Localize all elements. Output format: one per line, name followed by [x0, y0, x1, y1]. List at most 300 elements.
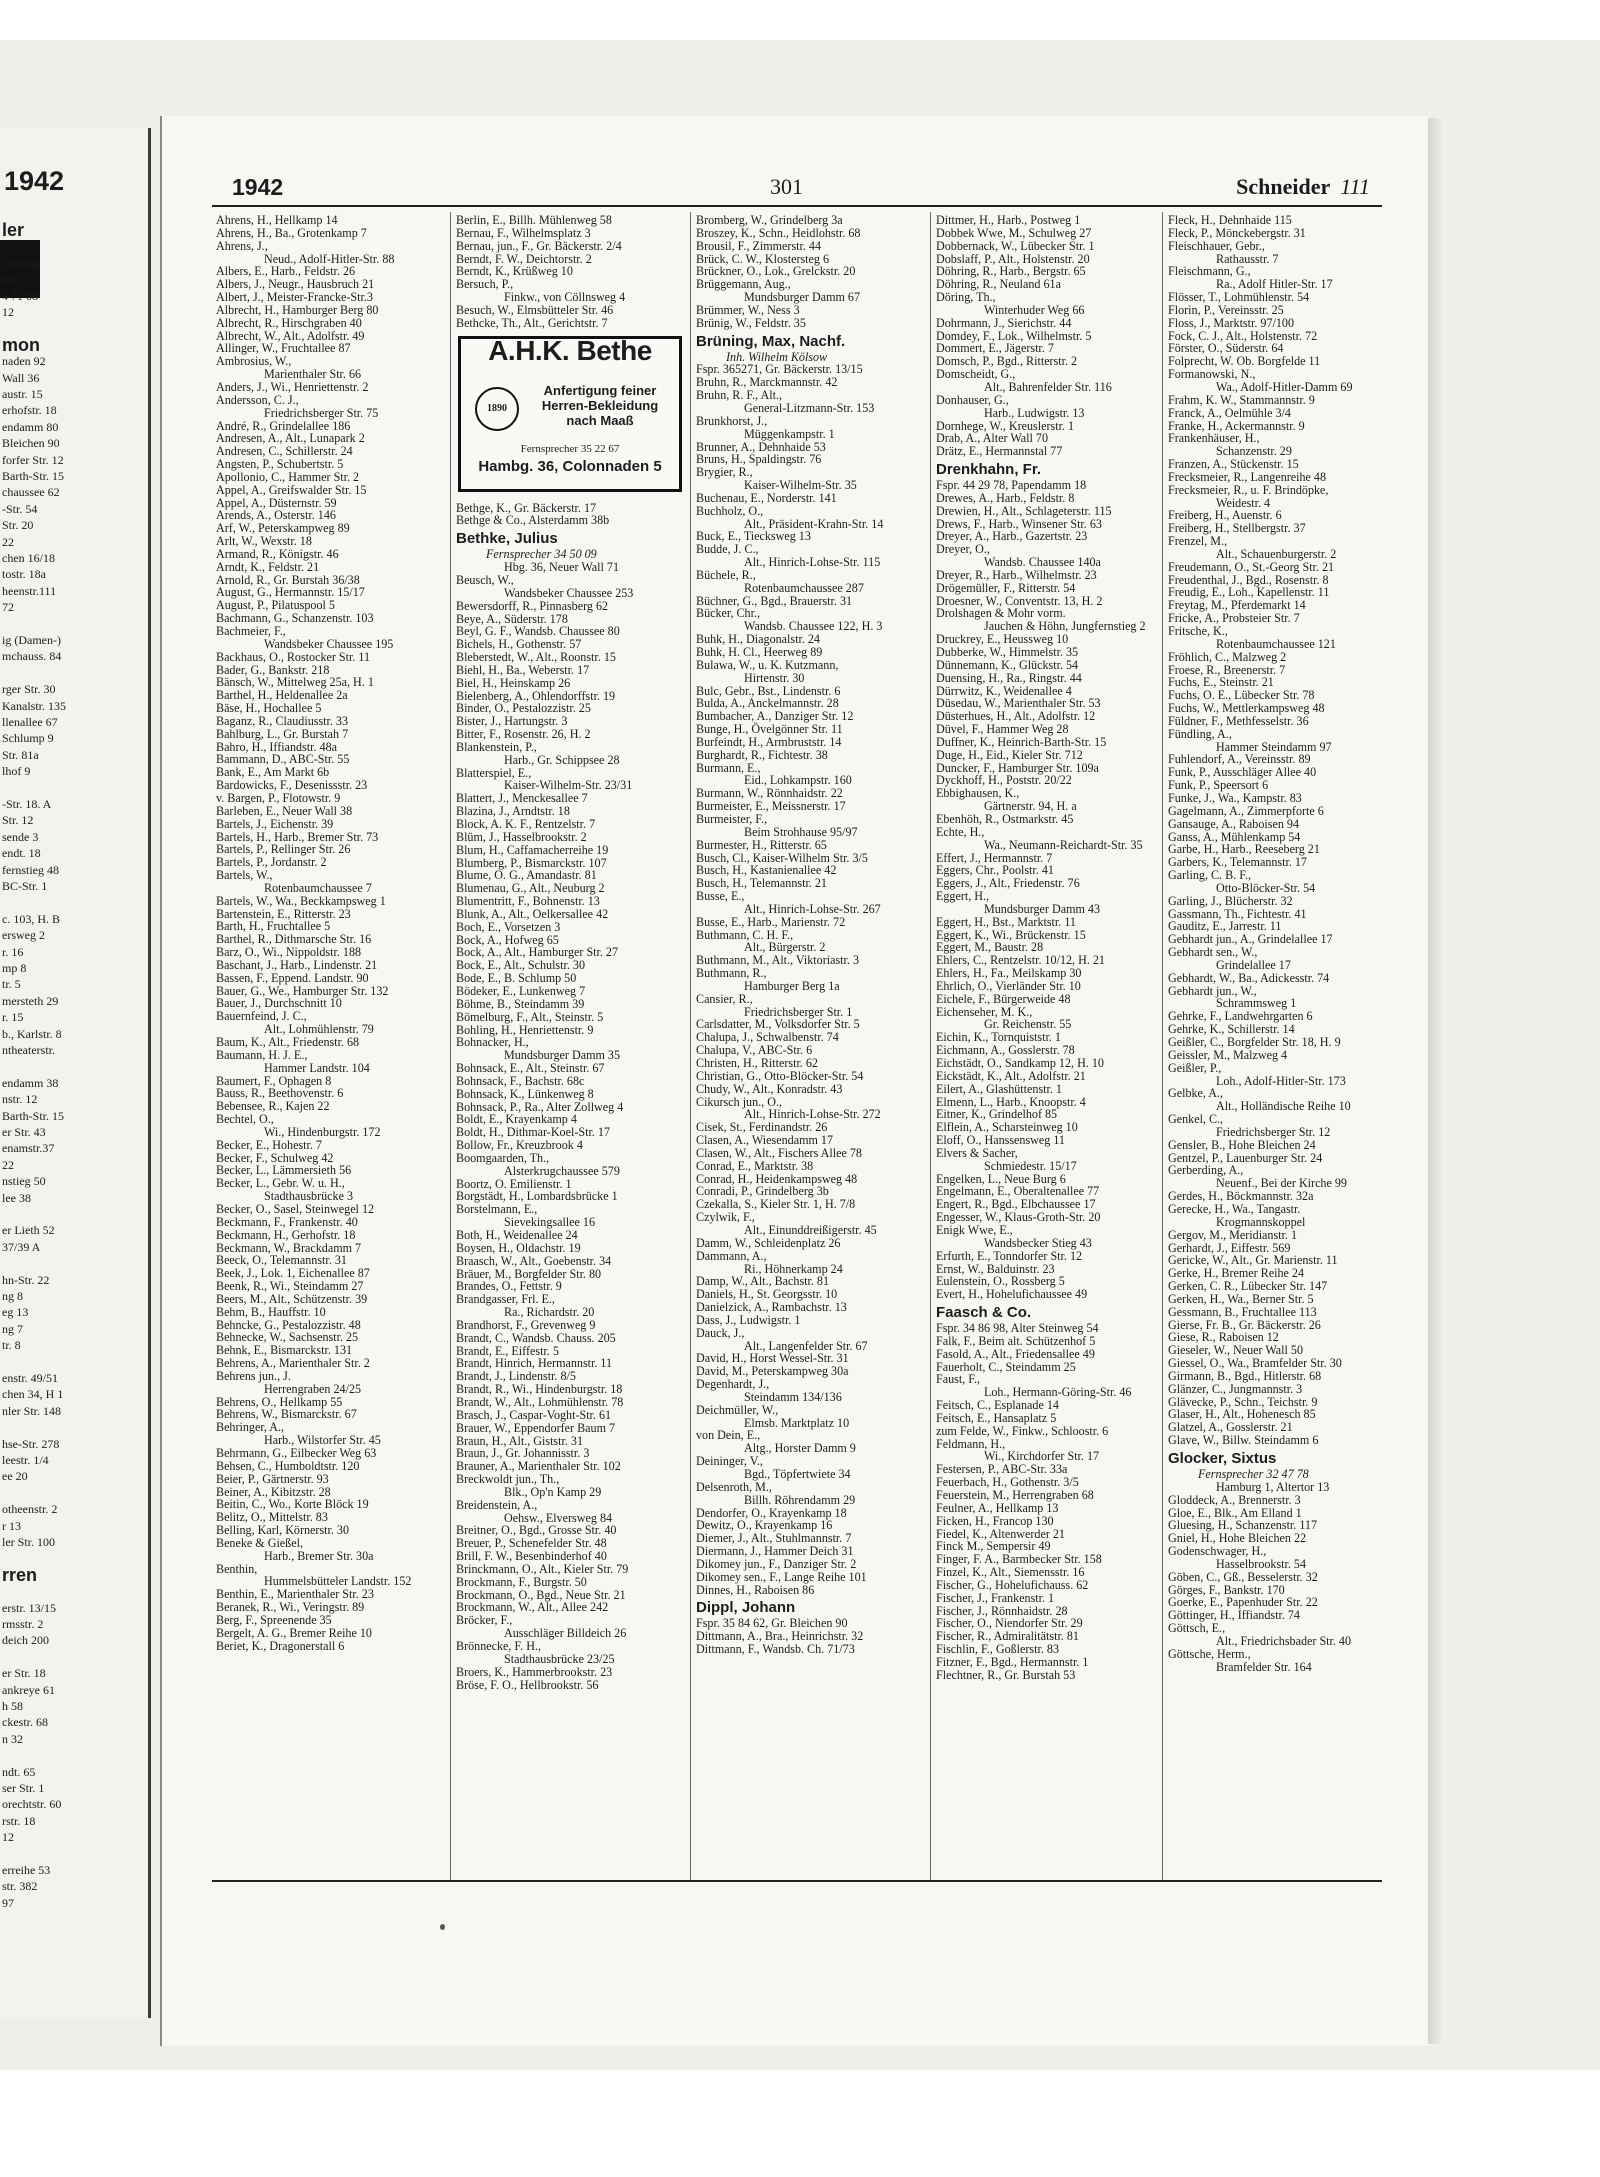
directory-entry: Borgstädt, H., Lombardsbrücke 1: [456, 1189, 618, 1204]
directory-entry: Braun, H., Alt., Giststr. 31: [456, 1433, 583, 1448]
directory-entry: Döhring, R., Neuland 61a: [936, 277, 1061, 292]
directory-entry: Funk, P., Ausschläger Allee 40: [1168, 765, 1317, 780]
directory-entry: Gassmann, Th., Fichtestr. 41: [1168, 906, 1307, 921]
directory-entry: Beenk, R., Wi., Steindamm 27: [216, 1279, 364, 1294]
directory-entry: Beier, P., Gärtnerstr. 93: [216, 1471, 329, 1486]
directory-entry: Bulawa, W., u. K. Kutzmann,: [696, 657, 839, 672]
directory-entry: Clasen, A., Wiesendamm 17: [696, 1133, 834, 1148]
directory-entry: Deininger, V.,: [696, 1454, 763, 1469]
directory-entry: Boch, E., Vorsetzen 3: [456, 919, 561, 934]
directory-entry: Dobslaff, P., Alt., Holstenstr. 20: [936, 251, 1090, 266]
directory-entry: Florin, P., Vereinsstr. 25: [1168, 302, 1284, 317]
facing-page-line: enamstr.37: [2, 1141, 55, 1156]
directory-entry: Boomgaarden, Th.,: [456, 1150, 550, 1165]
directory-entry: Friedrichsberger Str. 12: [1216, 1124, 1331, 1139]
ad-address: Hambg. 36, Colonnaden 5: [478, 457, 662, 475]
directory-entry: Göttsch, E.,: [1168, 1621, 1226, 1636]
directory-entry: Büchele, R.,: [696, 567, 756, 582]
column-divider: [450, 212, 451, 1880]
directory-entry: Armand, R., Königstr. 46: [216, 546, 339, 561]
directory-entry: Wi., Kirchdorfer Str. 17: [984, 1449, 1100, 1464]
directory-entry: Drewes, A., Harb., Feldstr. 8: [936, 490, 1075, 505]
directory-entry: Fuchs, O. E., Lübecker Str. 78: [1168, 688, 1315, 703]
directory-entry: Beek, J., Lok. 1, Eichenallee 87: [216, 1266, 370, 1281]
directory-entry: Folprecht, W. Ob. Borgfelde 11: [1168, 354, 1321, 369]
section-number: 111: [1340, 174, 1370, 199]
facing-page-line: mersteth 29: [2, 993, 59, 1008]
directory-entry: Bartels, P., Rellinger Str. 26: [216, 842, 351, 857]
bethe-advertisement: [458, 336, 682, 492]
directory-entry: Bumbacher, A., Danziger Str. 12: [696, 709, 854, 724]
directory-entry: Geißler, P.,: [1168, 1060, 1222, 1075]
facing-page-line: Barth-Str. 15: [2, 469, 64, 483]
directory-entry: Bauss, R., Beethovenstr. 6: [216, 1086, 344, 1101]
directory-entry: Falk, F., Beim alt. Schützenhof 5: [936, 1333, 1096, 1348]
directory-entry: Barleben, E., Neuer Wall 38: [216, 803, 353, 818]
directory-entry: Belling, Karl, Körnerstr. 30: [216, 1523, 350, 1538]
directory-entry: Burmeister, F.,: [696, 811, 768, 826]
directory-entry: Döhring, R., Harb., Bergstr. 65: [936, 264, 1086, 279]
directory-entry: Freytag, M., Pferdemarkt 14: [1168, 598, 1306, 613]
directory-entry: von Dein, E.,: [696, 1428, 761, 1443]
directory-entry: Göttsche, Herm.,: [1168, 1646, 1251, 1661]
directory-entry: Cansier, R.,: [696, 991, 753, 1006]
directory-entry: Brill, F. W., Besenbinderhof 40: [456, 1549, 607, 1564]
facing-page-line: otheenstr. 2: [2, 1502, 58, 1517]
directory-entry: Busse, E.,: [696, 889, 745, 904]
directory-entry: Harb., Wilstorfer Str. 45: [264, 1433, 381, 1448]
directory-entry: Ahrens, H., Hellkamp 14: [216, 214, 338, 227]
directory-entry: Conradi, P., Grindelberg 3b: [696, 1184, 829, 1199]
directory-entry: Flechtner, R., Gr. Burstah 53: [936, 1667, 1076, 1682]
facing-page-line: mp 8: [2, 961, 27, 975]
directory-entry: Behrens, O., Hellkamp 55: [216, 1394, 343, 1409]
directory-entry: Blazina, J., Arndtstr. 18: [456, 804, 570, 819]
directory-entry: Gerke, H., Bremer Reihe 24: [1168, 1266, 1305, 1281]
facing-page-line: forfer Str. 12: [2, 452, 64, 467]
directory-entry: Bruhn, R. F., Alt.,: [696, 388, 783, 403]
facing-page-line: leestr. 1/4: [2, 1453, 49, 1467]
directory-entry: Friedrichsberger Str. 1: [744, 1004, 853, 1019]
directory-entry: Wa., Adolf-Hitler-Damm 69: [1216, 379, 1353, 394]
facing-page-line: chaussee 62: [2, 485, 60, 500]
directory-entry: Gericke, W., Alt., Gr. Marienstr. 11: [1168, 1253, 1338, 1268]
directory-entry: Becker, O., Sasel, Steinwegel 12: [216, 1201, 375, 1216]
facing-page-line: endamm 80: [2, 419, 59, 434]
directory-entry: Bachmeier, F.,: [216, 624, 286, 638]
directory-entry: Oehsw., Elversweg 84: [504, 1510, 613, 1525]
directory-entry: Bartels, W.,: [216, 868, 273, 883]
facing-page-line: austr. 15: [2, 387, 43, 401]
directory-entry: Christen, H., Ritterstr. 62: [696, 1056, 818, 1070]
directory-entry: Elmenn, L., Harb., Knoopstr. 4: [936, 1094, 1086, 1109]
directory-entry: Dittmer, H., Harb., Postweg 1: [936, 214, 1081, 227]
directory-entry: Feitsch, E., Hansaplatz 5: [936, 1410, 1057, 1425]
directory-entry: Freiberg, H., Stellbergstr. 37: [1168, 521, 1306, 536]
directory-entry: Droesner, W., Conventstr. 13, H. 2: [936, 593, 1103, 608]
directory-entry: Godenschwager, H.,: [1168, 1544, 1267, 1559]
directory-entry: Ebbighausen, K.,: [936, 786, 1020, 801]
directory-entry: Brockmann, F., Burgstr. 50: [456, 1574, 587, 1589]
directory-entry: Gauditz, E., Jarrestr. 11: [1168, 919, 1282, 934]
directory-entry: Blankenstein, P.,: [456, 739, 537, 754]
directory-entry: Alt., Holländische Reihe 10: [1216, 1099, 1351, 1114]
directory-entry: Brandt, Hinrich, Hermannstr. 11: [456, 1356, 613, 1371]
directory-entry: Gansauge, A., Raboisen 94: [1168, 816, 1299, 831]
facing-page-line: tr. 5: [2, 977, 21, 992]
facing-page-line: ersweg 2: [2, 928, 45, 943]
directory-entry: Ri., Höhnerkamp 24: [744, 1261, 843, 1276]
directory-entry: Bauer, G., We., Hamburger Str. 132: [216, 983, 389, 998]
directory-entry: Eggers, Chr., Poolstr. 41: [936, 863, 1054, 878]
facing-page-line: -Innung: [2, 255, 40, 270]
directory-entry: Angsten, P., Schubertstr. 5: [216, 457, 344, 472]
directory-entry: Feuerstein, M., Herrengraben 68: [936, 1488, 1094, 1502]
directory-entry: Giessel, O., Wa., Bramfelder Str. 30: [1168, 1356, 1342, 1371]
directory-entry: Feldmann, H.,: [936, 1436, 1006, 1451]
directory-entry: Bank, E., Am Markt 6b: [216, 765, 330, 780]
directory-entry: Degenhardt, J.,: [696, 1377, 770, 1392]
directory-entry: Blunk, A., Alt., Oelkersallee 42: [456, 906, 609, 921]
facing-page-line: Schlump 9: [2, 731, 54, 746]
directory-entry: Kaiser-Wilhelm-Str. 35: [744, 478, 857, 493]
directory-entry: Bgd., Töpfertwiete 34: [744, 1467, 851, 1481]
directory-entry: Duffner, K., Heinrich-Barth-Str. 15: [936, 734, 1107, 749]
directory-entry: Dohrmann, J., Sierichstr. 44: [936, 315, 1072, 330]
directory-entry: Gagelmann, A., Zimmerpforte 6: [1168, 803, 1324, 818]
directory-entry: Damp, W., Alt., Bachstr. 81: [696, 1274, 830, 1289]
directory-entry: Alt., Langenfelder Str. 67: [744, 1338, 868, 1353]
directory-entry: Rotenbaumchaussee 7: [264, 880, 372, 895]
directory-entry: Anders, J., Wi., Henriettenstr. 2: [216, 379, 369, 394]
directory-entry: Elmsb. Marktplatz 10: [744, 1415, 850, 1430]
directory-entry: Baumann, H. J. E.,: [216, 1047, 308, 1062]
facing-page-line: er Str. 18: [2, 1666, 46, 1681]
directory-entry: Brasch, J., Caspar-Voght-Str. 61: [456, 1407, 612, 1422]
directory-entry: Formanowski, N.,: [1168, 367, 1256, 382]
directory-entry: Dornhege, W., Kreuslerstr. 1: [936, 418, 1075, 433]
directory-entry: Biehl, H., Ba., Weberstr. 17: [456, 662, 590, 677]
directory-entry: Broszey, K., Schn., Heidlohstr. 68: [696, 225, 861, 240]
directory-entry: Brandt, W., Alt., Lohmühlenstr. 78: [456, 1394, 624, 1409]
directory-firm-heading: Dippl, Johann: [696, 1599, 796, 1617]
directory-entry: Mundsburger Damm 67: [744, 290, 861, 305]
directory-entry: Dommert, E., Jägerstr. 7: [936, 341, 1054, 356]
directory-entry: Dendorfer, O., Krayenkamp 18: [696, 1505, 847, 1520]
directory-entry: Ehlers, C., Rentzelstr. 10/12, H. 21: [936, 953, 1105, 968]
directory-entry: Eulenstein, O., Rossberg 5: [936, 1274, 1065, 1289]
directory-entry: Borstelmann, E.,: [456, 1202, 538, 1217]
directory-entry: Bunge, H., Övelgönner Str. 11: [696, 722, 843, 737]
directory-entry: Marienthaler Str. 66: [264, 367, 362, 382]
directory-entry: Wandsb. Chaussee 122, H. 3: [744, 619, 883, 634]
directory-entry: Barthel, H., Heldenallee 2a: [216, 688, 348, 703]
directory-entry: Rotenbaumchaussee 287: [744, 580, 864, 595]
directory-entry: Gärtnerstr. 94, H. a: [984, 799, 1077, 814]
directory-entry: Erfurth, E., Tonndorfer Str. 12: [936, 1248, 1083, 1263]
directory-entry: Franzen, A., Stückenstr. 15: [1168, 457, 1299, 472]
directory-entry: Bethge & Co., Alsterdamm 38b: [456, 513, 610, 528]
facing-page-line: 4 71 08: [2, 288, 38, 303]
directory-entry: Beneke & Gießel,: [216, 1535, 303, 1550]
directory-entry: Brümmer, W., Ness 3: [696, 302, 800, 317]
directory-entry: Fischer, J., Rönnhaidstr. 28: [936, 1603, 1068, 1618]
directory-entry: Cisek, St., Ferdinandstr. 26: [696, 1120, 828, 1135]
directory-entry: Blumenau, G., Alt., Neuburg 2: [456, 881, 605, 896]
directory-entry: Albrecht, H., Hamburger Berg 80: [216, 302, 379, 317]
facing-page-line: eg 13: [2, 1305, 29, 1320]
directory-entry: Ficken, H., Francop 130: [936, 1513, 1054, 1528]
directory-entry: Engelmann, E., Oberaltenallee 77: [936, 1184, 1100, 1199]
directory-entry: Ra., Richardstr. 20: [504, 1305, 595, 1320]
directory-entry: Gr. Reichenstr. 55: [984, 1017, 1072, 1032]
directory-entry: Frecksmeier, R., Langenreihe 48: [1168, 469, 1327, 484]
directory-entry: Brück, C. W., Klostersteg 6: [696, 251, 830, 266]
ad-company-name: A.H.K. Bethe: [488, 334, 652, 366]
directory-entry: Hummelsbütteler Landstr. 152: [264, 1574, 412, 1589]
directory-entry: Arf, W., Peterskampweg 89: [216, 521, 350, 536]
directory-entry: Gerhardt, J., Eiffestr. 569: [1168, 1240, 1291, 1255]
directory-entry: Buthmann, M., Alt., Viktoriastr. 3: [696, 953, 859, 968]
directory-entry: Hamburger Berg 1a: [744, 978, 840, 993]
facing-page-line: -Str. 54: [2, 501, 38, 516]
ad-description: [527, 383, 673, 428]
facing-page-line: heenstr.111: [2, 583, 57, 598]
directory-entry: Bruns, H., Spaldingstr. 76: [696, 452, 822, 467]
directory-entry: Düsterhues, H., Alt., Adolfstr. 12: [936, 709, 1096, 724]
facing-page-line: -Str. 18. A: [2, 797, 52, 811]
directory-entry: Budde, J. C.,: [696, 542, 759, 557]
directory-entry: Fleischhauer, Gebr.,: [1168, 238, 1265, 253]
directory-entry: Bauer, J., Durchschnitt 10: [216, 996, 342, 1011]
directory-entry: Garbers, K., Telemannstr. 17: [1168, 855, 1307, 870]
directory-entry: Blumberg, P., Bismarckstr. 107: [456, 855, 607, 870]
directory-entry: Eichele, F., Bürgerweide 48: [936, 991, 1071, 1006]
directory-entry: Festersen, P., ABC-Str. 33a: [936, 1462, 1068, 1477]
directory-entry: v. Bargen, P., Flotowstr. 9: [216, 790, 341, 805]
directory-entry: Chudy, W., Alt., Konradstr. 43: [696, 1081, 843, 1096]
directory-entry: Brauner, A., Marienthaler Str. 102: [456, 1459, 621, 1474]
ad-phone: Fernsprecher 35 22 67: [520, 442, 620, 455]
directory-entry: zum Felde, W., Finkw., Schloostr. 6: [936, 1423, 1109, 1438]
facing-page-line: ckestr. 68: [2, 1715, 48, 1730]
directory-entry: Bassen, F., Eppend. Landstr. 90: [216, 970, 369, 985]
directory-entry: Broers, K., Hammerbrookstr. 23: [456, 1664, 613, 1679]
facing-page-line: Str. 81a: [2, 747, 39, 762]
column-4: [936, 214, 1164, 1878]
directory-entry: Bohnsack, E., Alt., Steinstr. 67: [456, 1061, 605, 1076]
facing-page-line: endamm 38: [2, 1075, 59, 1090]
directory-entry: Eichmann, A., Gosslerstr. 78: [936, 1043, 1075, 1058]
directory-entry: Braun, J., Gr. Johannisstr. 3: [456, 1446, 590, 1461]
column-2: [456, 214, 684, 1878]
directory-entry: David, H., Horst Wessel-Str. 31: [696, 1351, 849, 1366]
directory-entry: Fritsche, K.,: [1168, 624, 1228, 638]
facing-page-line: rger Str. 30: [2, 682, 56, 697]
directory-entry: Fiedel, K., Altenwerder 21: [936, 1526, 1065, 1541]
directory-entry: Becker, L., Gebr. W. u. H.,: [216, 1176, 345, 1191]
directory-entry: Wandsb. Chaussee 140a: [984, 555, 1101, 570]
facing-page-line: 12: [2, 1830, 14, 1845]
directory-entry: Bohling, H., Henriettenstr. 9: [456, 1022, 594, 1037]
directory-entry: Beranek, R., Wi., Veringstr. 89: [216, 1600, 365, 1615]
directory-entry: Herrengraben 24/25: [264, 1381, 362, 1396]
directory-entry: Becker, L., Lämmersieth 56: [216, 1163, 352, 1178]
directory-entry: Bichels, H., Gothenstr. 57: [456, 637, 582, 652]
directory-entry: Wandsbeker Chaussee 253: [504, 585, 634, 600]
facing-page-line: c. 103, H. B: [2, 911, 60, 926]
directory-page: [160, 116, 1430, 2046]
directory-entry: Engesser, W., Klaus-Groth-Str. 20: [936, 1210, 1101, 1225]
directory-entry: Dreyer, R., Harb., Wilhelmstr. 23: [936, 567, 1097, 582]
page-number: 301: [770, 174, 803, 199]
directory-entry: Bachmann, G., Schanzenstr. 103: [216, 611, 374, 626]
directory-entry: Beers, M., Alt., Schützenstr. 39: [216, 1291, 368, 1306]
directory-entry: Wandsbeker Chaussee 195: [264, 636, 394, 651]
facing-page-line: nstr. 12: [2, 1092, 38, 1107]
directory-entry: Göben, C., Gß., Besselerstr. 32: [1168, 1569, 1318, 1584]
directory-entry: Billh. Röhrendamm 29: [744, 1492, 856, 1507]
directory-entry: Bahro, H., Iffiandstr. 48a: [216, 739, 338, 754]
ad-line-3: nach Maaß: [566, 412, 634, 428]
directory-entry: Gebhardt, W., Ba., Adickesstr. 74: [1168, 970, 1330, 985]
directory-entry: Biel, H., Heinskamp 26: [456, 675, 571, 690]
directory-entry: Dreyer, A., Harb., Gazertstr. 23: [936, 529, 1088, 544]
directory-entry: Deichmüller, W.,: [696, 1402, 779, 1417]
directory-entry: Bröcker, F.,: [456, 1613, 513, 1628]
directory-entry: Baschant, J., Harb., Lindenstr. 21: [216, 957, 378, 972]
directory-entry: Wandsbecker Stieg 43: [984, 1235, 1092, 1250]
directory-entry: Buhk, H. Cl., Heerweg 89: [696, 645, 823, 659]
directory-entry: Christian, G., Otto-Blöcker-Str. 54: [696, 1068, 864, 1083]
directory-entry: Funk, P., Speersort 6: [1168, 778, 1269, 793]
directory-entry: Bartels, H., Harb., Bremer Str. 73: [216, 829, 379, 844]
directory-entry: Arndt, K., Feldstr. 21: [216, 559, 320, 574]
directory-entry: Elflein, A., Scharsteinweg 10: [936, 1120, 1078, 1135]
directory-entry: Benthin, E., Marienthaler Str. 23: [216, 1587, 374, 1602]
facing-page-line: rg): [2, 272, 16, 287]
directory-entry: Behringer, A.,: [216, 1420, 285, 1435]
directory-entry: Dreyer, O.,: [936, 542, 990, 557]
directory-entry: Fspr. 44 29 78, Papendamm 18: [936, 478, 1087, 493]
directory-entry: Schanzenstr. 29: [1216, 444, 1292, 459]
directory-entry: Barth, H., Fruchtallee 5: [216, 919, 331, 934]
directory-entry: Floss, J., Marktstr. 97/100: [1168, 315, 1294, 330]
directory-entry: Eid., Lohkampstr. 160: [744, 773, 852, 788]
directory-entry: Beitin, C., Wo., Korte Blöck 19: [216, 1497, 369, 1512]
directory-entry: Appel, A., Greifswalder Str. 15: [216, 482, 367, 497]
directory-entry: Bethcke, Th., Alt., Gerichtstr. 7: [456, 315, 608, 330]
directory-entry: Engert, R., Bgd., Elbchaussee 17: [936, 1197, 1096, 1212]
facing-page-line: Kanalstr. 135: [2, 698, 66, 713]
directory-entry: Appel, A., Düsternstr. 59: [216, 495, 337, 510]
directory-entry: Busse, E., Harb., Marienstr. 72: [696, 914, 846, 929]
directory-entry: Behrens jun., J.: [216, 1368, 291, 1383]
directory-entry: Burmeister, E., Meissnerstr. 17: [696, 799, 846, 814]
directory-entry: Andresen, C., Schillerstr. 24: [216, 444, 353, 459]
directory-entry: Bödeker, E., Lunkenweg 7: [456, 983, 586, 998]
directory-entry: Döring, Th.,: [936, 290, 996, 305]
directory-entry: Gloddeck, A., Brennerstr. 3: [1168, 1492, 1301, 1507]
directory-entry: Dikomey jun., F., Danziger Str. 2: [696, 1556, 857, 1571]
directory-entry: Boldt, E., Krayenkamp 4: [456, 1112, 577, 1127]
page-year: 1942: [232, 174, 284, 200]
directory-entry: Eggert, H.,: [936, 889, 990, 904]
facing-page-line: 22: [2, 534, 14, 549]
directory-entry: Hammer Steindamm 97: [1216, 739, 1332, 754]
directory-entry: Bammann, D., ABC-Str. 55: [216, 752, 350, 767]
directory-entry: Bücker, Chr.,: [696, 606, 761, 621]
directory-entry: Gentzel, P., Lauenburger Str. 24: [1168, 1150, 1323, 1165]
directory-entry: Rathausstr. 7: [1216, 251, 1279, 266]
directory-entry: Baganz, R., Claudiusstr. 33: [216, 713, 349, 728]
facing-page-line: str. 382: [2, 1879, 38, 1894]
directory-entry: Albert, J., Meister-Francke-Str.3: [216, 290, 373, 305]
directory-entry: Brockmann, W., Alt., Allee 242: [456, 1600, 609, 1615]
facing-page-line: ng 8: [2, 1289, 23, 1303]
directory-entry: Bartels, J., Eichenstr. 39: [216, 816, 334, 831]
directory-entry: Funke, J., Wa., Kampstr. 83: [1168, 790, 1302, 805]
directory-entry: Drewien, H., Alt., Schlageterstr. 115: [936, 503, 1112, 518]
directory-entry: Ahrens, H., Ba., Grotenkamp 7: [216, 225, 367, 240]
facing-page-line: Str. 12: [2, 813, 34, 828]
directory-entry: Gergov, M., Meridianstr. 1: [1168, 1227, 1297, 1242]
directory-entry: Otto-Blöcker-Str. 54: [1216, 880, 1316, 895]
directory-entry: Alsterkrugchaussee 579: [504, 1163, 620, 1178]
ad-line-1: Anfertigung feiner: [543, 382, 657, 398]
directory-entry: Ausschläger Billdeich 26: [504, 1626, 627, 1641]
directory-entry: Gieseler, W., Neuer Wall 50: [1168, 1343, 1304, 1358]
facing-page-line: rren: [2, 1564, 38, 1585]
directory-entry: Diermann, J., Hammer Deich 31: [696, 1544, 854, 1559]
directory-entry: Behrmann, G., Eilbecker Weg 63: [216, 1446, 377, 1460]
directory-entry: Dobbek Wwe, M., Schulweg 27: [936, 225, 1092, 240]
ad-line-2: Herren-Bekleidung: [541, 397, 659, 413]
directory-entry: Fuhlendorf, A., Vereinsstr. 89: [1168, 752, 1311, 767]
directory-entry: Fleck, H., Dehnhaide 115: [1168, 214, 1292, 227]
facing-page-line: r. 16: [2, 944, 24, 959]
directory-entry: Winterhuder Weg 66: [984, 302, 1085, 317]
directory-entry: Bohnsack, K., Lünkenweg 8: [456, 1086, 594, 1101]
facing-page-line: hn-Str. 22: [2, 1272, 50, 1287]
directory-entry: Berndt, F. W., Deichtorstr. 2: [456, 251, 592, 266]
directory-entry: David, M., Peterskampweg 30a: [696, 1364, 849, 1379]
directory-entry: Eggert, M., Baustr. 28: [936, 940, 1044, 955]
directory-entry: Brandt, J., Lindenstr. 8/5: [456, 1369, 576, 1384]
directory-entry: Alt., Schauenburgerstr. 2: [1216, 546, 1337, 561]
directory-entry: Chalupa, J., Schwalbenstr. 74: [696, 1030, 839, 1045]
directory-entry: Girmann, B., Bgd., Hitlerstr. 68: [1168, 1368, 1322, 1383]
facing-page-line: hse-Str. 278: [2, 1436, 60, 1451]
directory-entry: Hamburg 1, Altertor 13: [1216, 1479, 1330, 1494]
directory-entry: Bruhn, R., Marckmannstr. 42: [696, 375, 838, 390]
directory-entry: Fündling, A.,: [1168, 726, 1232, 741]
directory-entry: Both, H., Weidenallee 24: [456, 1228, 578, 1242]
directory-entry: Buthmann, R.,: [696, 966, 767, 981]
directory-firm-heading: Bethke, Julius: [456, 530, 558, 548]
directory-entry: Beckmann, F., Frankenstr. 40: [216, 1214, 358, 1229]
directory-entry: Bardowicks, F., Desenissstr. 23: [216, 778, 368, 793]
directory-entry: Fauerholt, C., Steindamm 25: [936, 1359, 1076, 1374]
directory-entry: Glänzer, C., Jungmannstr. 3: [1168, 1381, 1303, 1396]
column-divider: [1162, 212, 1163, 1880]
running-title-text: Schneider: [1236, 174, 1331, 199]
directory-entry: Gessmann, B., Fruchtallee 113: [1168, 1304, 1317, 1319]
directory-entry: Breckwoldt jun., Th.,: [456, 1472, 560, 1487]
directory-entry: Baumert, F., Ophagen 8: [216, 1073, 332, 1088]
directory-entry: Harb., Ludwigstr. 13: [984, 405, 1085, 420]
directory-entry: Buchholz, O.,: [696, 503, 764, 518]
